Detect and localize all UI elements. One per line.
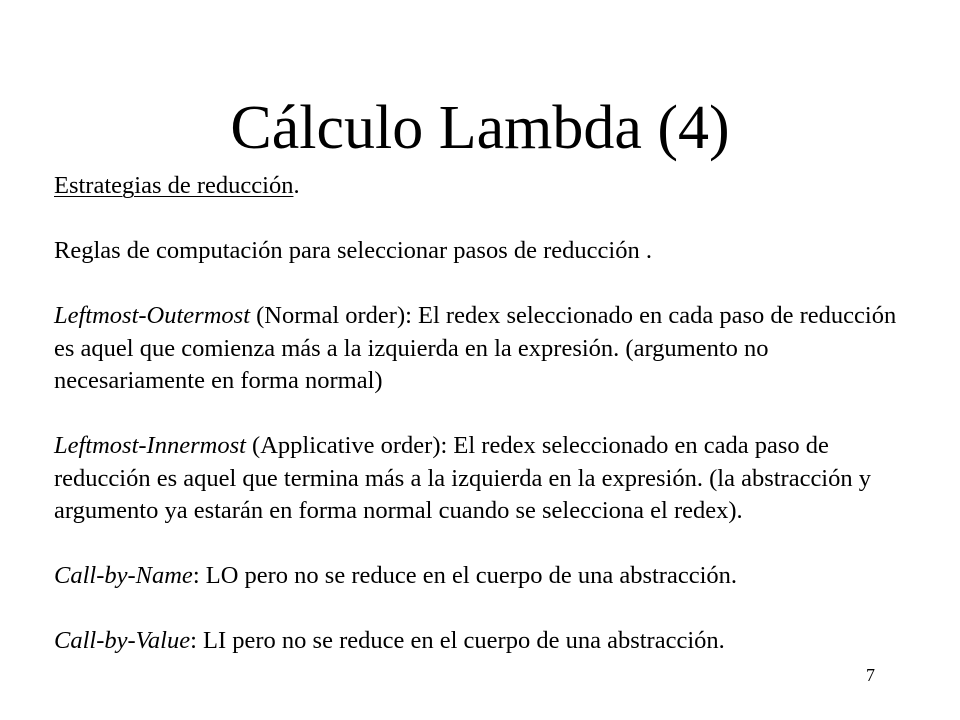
spacer <box>54 398 914 431</box>
slide-body <box>54 170 914 658</box>
strategy-term: Call-by-Name <box>54 562 193 589</box>
strategy-term: Leftmost-Outermost <box>54 302 250 329</box>
strategy-term: Call-by-Value <box>54 627 191 654</box>
strategy-description: : LI pero no se reduce en el cuerpo de una abstracción. <box>190 627 725 654</box>
strategy-leftmost-innermost <box>54 430 914 528</box>
strategy-call-by-name <box>54 560 914 593</box>
page-number: 7 <box>866 665 875 685</box>
strategy-description: (Applicative order): El redex seleccionado en cada paso de reducción es aquel que termina más a la izquierda en la expresión. (la abstracción y argumento ya estarán en forma normal cuando se selecciona el redex). <box>54 432 871 524</box>
strategy-term: Leftmost-Innermost <box>54 432 246 459</box>
slide-title: Cálculo Lambda (4) <box>230 94 730 162</box>
section-heading-suffix: . <box>293 172 300 199</box>
section-heading-text: Estrategias de reducción <box>54 172 294 199</box>
strategy-leftmost-outermost <box>54 300 914 398</box>
strategy-call-by-value <box>54 625 914 658</box>
strategy-description: (Normal order): El redex seleccionado en cada paso de reducción es aquel que comienza más a la izquierda en la expresión. (argumento no necesariamente en forma normal) <box>54 302 897 394</box>
spacer <box>54 528 914 561</box>
spacer <box>54 593 914 626</box>
spacer <box>54 203 914 236</box>
strategy-description: : LO pero no se reduce en el cuerpo de una abstracción. <box>192 562 738 589</box>
intro-paragraph: Reglas de computación para seleccionar pasos de reducción . <box>54 237 652 264</box>
spacer <box>54 268 914 301</box>
section-heading <box>54 170 914 203</box>
